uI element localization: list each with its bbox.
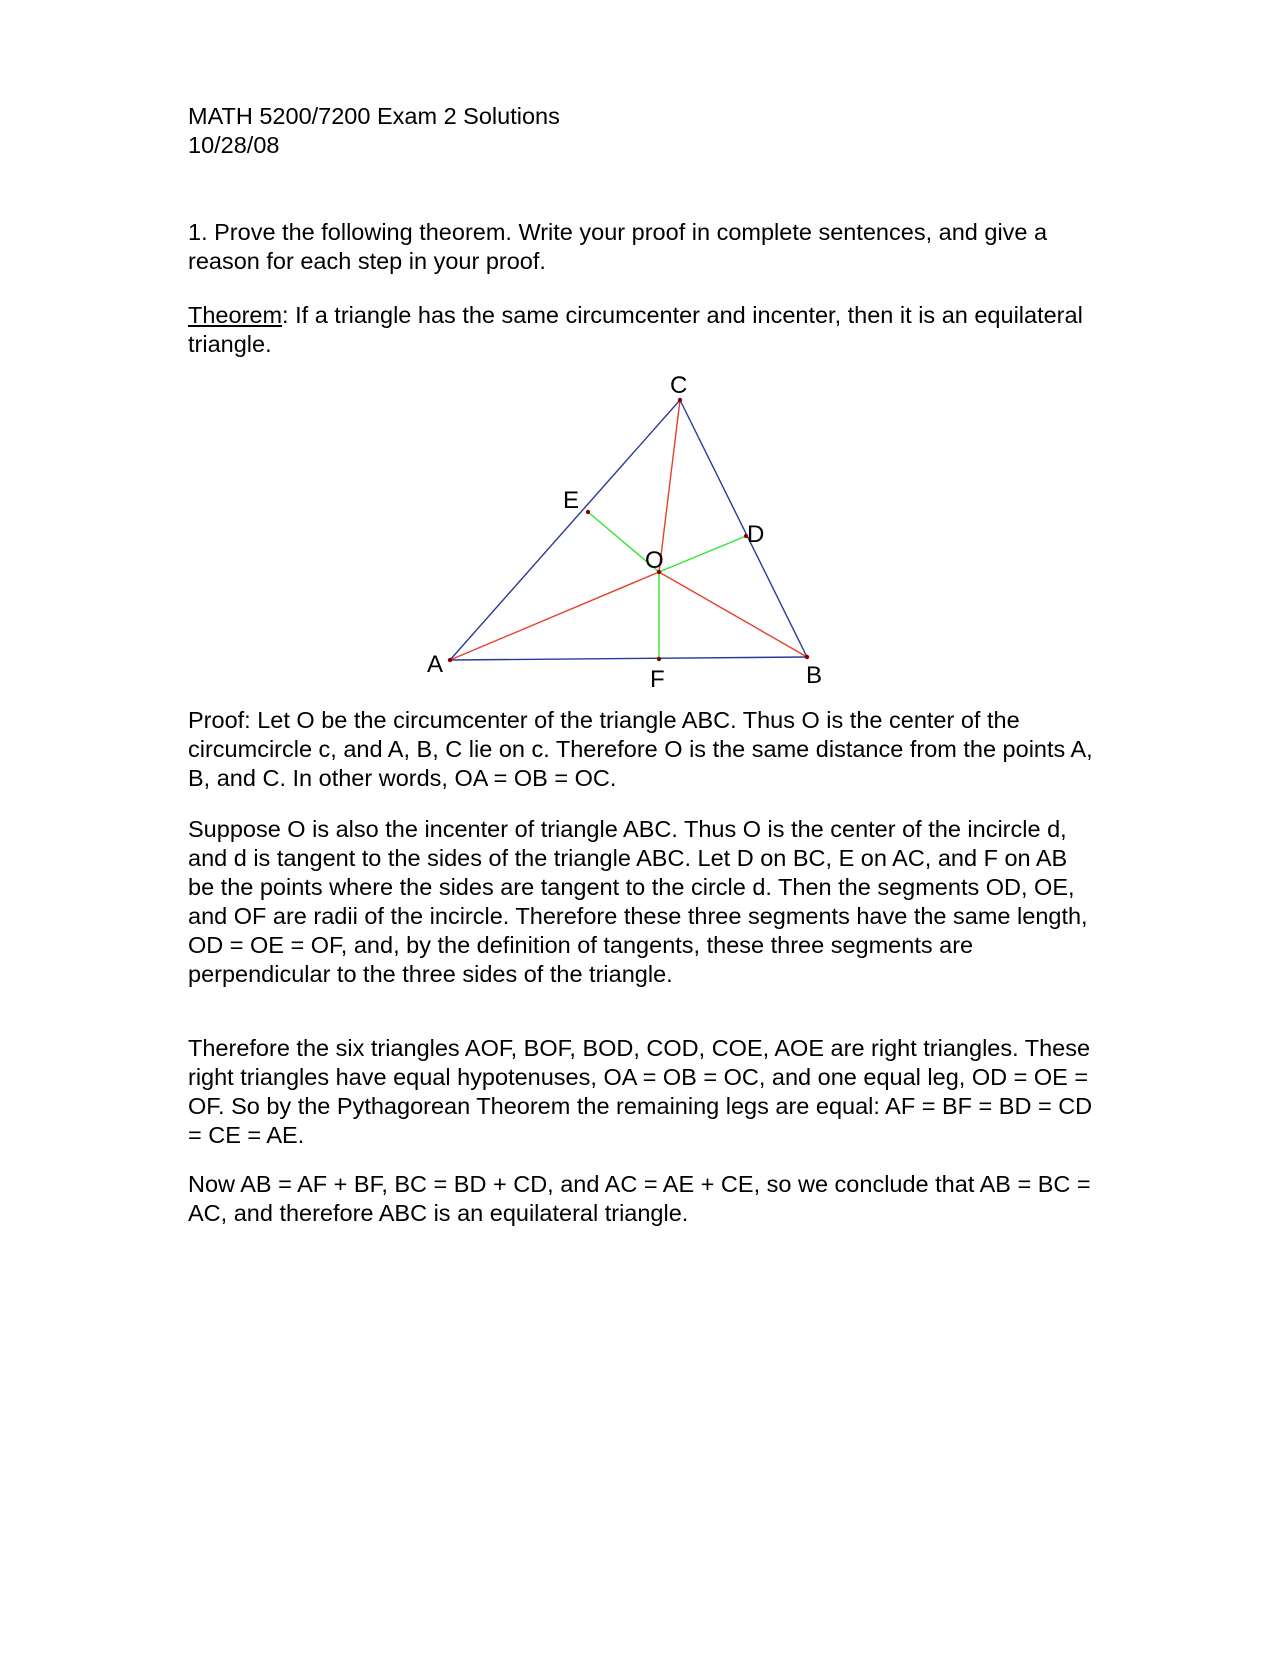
side-ac	[450, 400, 680, 660]
label-d: D	[747, 521, 765, 548]
proof-paragraph-3: Therefore the six triangles AOF, BOF, BOD, COD, COE, AOE are right triangles. These right triangles have equal hypotenuses, OA = OB = OC, and one equal leg, OD = OE = OF. So by the Pythagorean Theorem the remaining legs are equal: AF = BF = BD = CD = CE = AE.	[188, 1035, 1093, 1148]
document-header	[188, 102, 1098, 160]
label-b: B	[806, 662, 823, 689]
segment-ob	[659, 572, 807, 657]
theorem-text: : If a triangle has the same circumcenter and incenter, then it is an equilateral triangle.	[188, 302, 1083, 357]
segment-od	[659, 536, 746, 572]
course-title: MATH 5200/7200 Exam 2 Solutions	[188, 103, 560, 129]
segment-oa	[450, 572, 659, 660]
exam-date: 10/28/08	[188, 132, 280, 158]
triangle-figure	[400, 360, 900, 710]
theorem-label: Theorem	[188, 302, 283, 328]
point-b	[805, 655, 809, 659]
proof-paragraph-4: Now AB = AF + BF, BC = BD + CD, and AC = AE + CE, so we conclude that AB = BC = AC, and therefore ABC is an equilateral triangle.	[188, 1171, 1091, 1226]
label-c: C	[670, 372, 688, 399]
proof-paragraph-1: Proof: Let O be the circumcenter of the triangle ABC. Thus O is the center of the circumcircle c, and A, B, C lie on c. Therefore O is the same distance from the points A, B, and C. In other words, OA = OB = OC.	[188, 707, 1093, 791]
point-f	[657, 657, 661, 661]
label-f: F	[650, 666, 665, 693]
side-bc	[680, 400, 807, 657]
point-a	[448, 658, 452, 662]
label-e: E	[563, 487, 580, 514]
proof-paragraph-2: Suppose O is also the incenter of triangle ABC. Thus O is the center of the incircle d, and d is tangent to the sides of the triangle ABC. Let D on BC, E on AC, and F on AB be the points where the sides are tangent to the circle d. Then the segments OD, OE, and OF are radii of the incircle. Therefore these three segments have the same length, OD = OE = OF, and, by the definition of tangents, these three segments are perpendicular to the three sides of the triangle.	[188, 816, 1088, 987]
point-e	[586, 510, 590, 514]
side-ab	[450, 657, 807, 660]
label-o: O	[645, 547, 664, 574]
theorem-statement	[188, 301, 1098, 359]
problem-prompt: 1. Prove the following theorem. Write your proof in complete sentences, and give a reason for each step in your proof.	[188, 219, 1048, 274]
label-a: A	[427, 651, 444, 678]
